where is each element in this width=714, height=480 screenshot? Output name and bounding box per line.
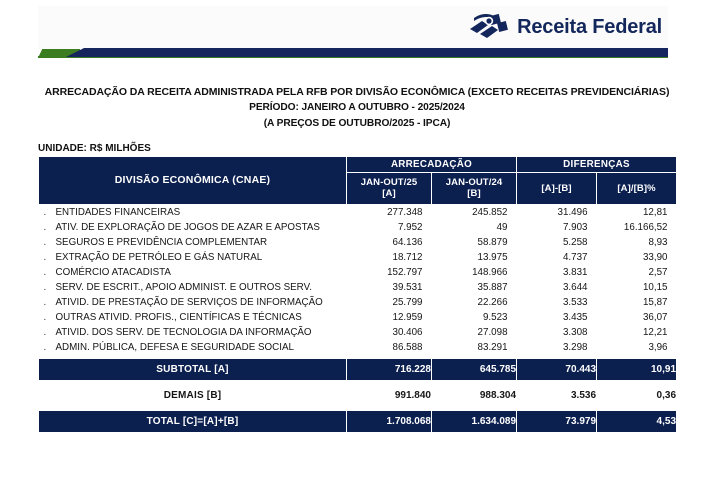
row-division-label: ENTIDADES FINANCEIRAS (55, 207, 181, 218)
table-row (39, 220, 677, 235)
report-title-line-1: ARRECADAÇÃO DA RECEITA ADMINISTRADA PELA RFB POR DIVISÃO ECONÔMICA (EXCETO RECEITAS PREVIDENCIÁRIAS) (44, 86, 670, 98)
table-body (39, 205, 677, 433)
column-header-jan-out-25 (347, 173, 432, 205)
row-division-label: SEGUROS E PREVIDÊNCIA COMPLEMENTAR (55, 237, 268, 248)
row-value-percent: 12,81 (597, 205, 677, 221)
row-bullet-icon: . (43, 327, 47, 338)
row-value-jan-out-24: 245.852 (432, 205, 517, 221)
column-header-percent: [A]/[B]% (597, 173, 677, 205)
row-division-name (39, 220, 347, 235)
row-division-label: ADMIN. PÚBLICA, DEFESA E SEGURIDADE SOCIAL (55, 342, 294, 353)
row-value-jan-out-24: 58.879 (432, 235, 517, 250)
row-bullet-icon: . (43, 222, 47, 233)
summary-value-jan-out-24: 1.634.089 (432, 411, 517, 433)
row-value-jan-out-24: 148.966 (432, 265, 517, 280)
row-value-percent: 3,96 (597, 340, 677, 355)
summary-value-jan-out-25: 716.228 (347, 359, 432, 381)
summary-row-label: TOTAL [C]=[A]+[B] (39, 411, 347, 433)
column-header-jan-out-24-top: JAN-OUT/24 (445, 177, 503, 188)
report-table (38, 156, 677, 433)
table-summary-row (39, 385, 677, 407)
row-bullet-icon: . (43, 312, 47, 323)
column-header-jan-out-25-bottom: [A] (382, 188, 396, 199)
row-value-jan-out-24: 9.523 (432, 310, 517, 325)
row-value-difference: 5.258 (517, 235, 597, 250)
row-value-jan-out-25: 152.797 (347, 265, 432, 280)
row-value-difference: 3.533 (517, 295, 597, 310)
row-bullet-icon: . (43, 267, 47, 278)
row-division-name (39, 340, 347, 355)
row-value-jan-out-25: 39.531 (347, 280, 432, 295)
column-header-jan-out-24-bottom: [B] (467, 188, 481, 199)
brand-header (0, 0, 714, 66)
summary-row-label: SUBTOTAL [A] (39, 359, 347, 381)
row-value-difference: 3.831 (517, 265, 597, 280)
report-titles (0, 84, 714, 132)
row-division-name (39, 205, 347, 221)
row-value-percent: 10,15 (597, 280, 677, 295)
table-row (39, 280, 677, 295)
summary-value-difference: 73.979 (517, 411, 597, 433)
row-value-percent: 2,57 (597, 265, 677, 280)
row-value-jan-out-25: 18.712 (347, 250, 432, 265)
row-value-jan-out-25: 30.406 (347, 325, 432, 340)
row-division-label: COMÉRCIO ATACADISTA (55, 267, 171, 278)
row-value-percent: 33,90 (597, 250, 677, 265)
row-value-difference: 3.298 (517, 340, 597, 355)
column-header-difference: [A]-[B] (517, 173, 597, 205)
row-value-percent: 8,93 (597, 235, 677, 250)
row-division-label: EXTRAÇÃO DE PETRÓLEO E GÁS NATURAL (55, 252, 263, 263)
report-table-container (38, 156, 676, 433)
report-title-line-2: PERÍODO: JANEIRO A OUTUBRO - 2025/2024 (249, 102, 465, 113)
table-header-group-row (39, 157, 677, 173)
row-value-jan-out-24: 49 (432, 220, 517, 235)
summary-value-jan-out-25: 991.840 (347, 385, 432, 407)
row-division-label: SERV. DE ESCRIT., APOIO ADMINIST. E OUTROS SERV. (55, 282, 312, 293)
row-bullet-icon: . (43, 237, 47, 248)
unit-label: UNIDADE: R$ MILHÕES (38, 143, 151, 154)
row-value-jan-out-25: 25.799 (347, 295, 432, 310)
receita-federal-logo (468, 12, 662, 42)
column-header-jan-out-24 (432, 173, 517, 205)
table-row (39, 340, 677, 355)
row-division-name (39, 235, 347, 250)
row-value-difference: 3.308 (517, 325, 597, 340)
table-row (39, 295, 677, 310)
summary-value-percent: 10,91 (597, 359, 677, 381)
row-value-percent: 12,21 (597, 325, 677, 340)
table-head (39, 157, 677, 205)
table-row (39, 265, 677, 280)
report-title-line-3: (A PREÇOS DE OUTUBRO/2025 - IPCA) (263, 118, 451, 129)
row-value-difference: 7.903 (517, 220, 597, 235)
row-value-jan-out-24: 22.266 (432, 295, 517, 310)
row-value-jan-out-24: 13.975 (432, 250, 517, 265)
table-row (39, 205, 677, 221)
row-division-label: ATIVID. DOS SERV. DE TECNOLOGIA DA INFORMAÇÃO (55, 327, 312, 338)
column-header-jan-out-25-top: JAN-OUT/25 (360, 177, 418, 188)
row-value-jan-out-25: 12.959 (347, 310, 432, 325)
table-summary-row (39, 359, 677, 381)
table-row (39, 325, 677, 340)
row-value-jan-out-24: 83.291 (432, 340, 517, 355)
summary-value-jan-out-24: 988.304 (432, 385, 517, 407)
row-value-difference: 3.644 (517, 280, 597, 295)
row-bullet-icon: . (43, 207, 47, 218)
table-row (39, 235, 677, 250)
header-rule-navy-bar (66, 48, 668, 57)
row-division-label: ATIVID. DE PRESTAÇÃO DE SERVIÇOS DE INFORMAÇÃO (55, 297, 323, 308)
row-value-percent: 16.166,52 (597, 220, 677, 235)
summary-value-percent: 0,36 (597, 385, 677, 407)
summary-value-jan-out-24: 645.785 (432, 359, 517, 381)
row-value-difference: 3.435 (517, 310, 597, 325)
column-group-header-diferencas: DIFERENÇAS (517, 157, 677, 173)
row-value-jan-out-24: 27.098 (432, 325, 517, 340)
table-row (39, 250, 677, 265)
row-division-name (39, 310, 347, 325)
row-value-jan-out-25: 64.136 (347, 235, 432, 250)
summary-row-label: DEMAIS [B] (39, 385, 347, 407)
row-division-label: ATIV. DE EXPLORAÇÃO DE JOGOS DE AZAR E APOSTAS (55, 222, 320, 233)
row-division-name (39, 280, 347, 295)
row-division-name (39, 250, 347, 265)
header-rule (0, 47, 714, 61)
row-bullet-icon: . (43, 252, 47, 263)
brand-name: Receita Federal (517, 15, 662, 38)
row-bullet-icon: . (43, 282, 47, 293)
row-value-jan-out-25: 86.588 (347, 340, 432, 355)
summary-value-difference: 3.536 (517, 385, 597, 407)
row-division-name (39, 265, 347, 280)
receita-federal-emblem-icon (468, 12, 510, 42)
row-division-name (39, 325, 347, 340)
summary-value-jan-out-25: 1.708.068 (347, 411, 432, 433)
row-value-difference: 4.737 (517, 250, 597, 265)
table-row (39, 310, 677, 325)
column-group-header-arrecadacao: ARRECADAÇÃO (347, 157, 517, 173)
row-value-jan-out-25: 7.952 (347, 220, 432, 235)
row-value-percent: 15,87 (597, 295, 677, 310)
row-division-label: OUTRAS ATIVID. PROFIS., CIENTÍFICAS E TÉCNICAS (55, 312, 302, 323)
table-summary-row (39, 411, 677, 433)
row-value-percent: 36,07 (597, 310, 677, 325)
summary-value-difference: 70.443 (517, 359, 597, 381)
row-bullet-icon: . (43, 297, 47, 308)
row-value-jan-out-25: 277.348 (347, 205, 432, 221)
row-value-difference: 31.496 (517, 205, 597, 221)
summary-value-percent: 4,53 (597, 411, 677, 433)
row-bullet-icon: . (43, 342, 47, 353)
column-header-division: DIVISÃO ECONÔMICA (CNAE) (39, 157, 347, 205)
row-value-jan-out-24: 35.887 (432, 280, 517, 295)
row-division-name (39, 295, 347, 310)
